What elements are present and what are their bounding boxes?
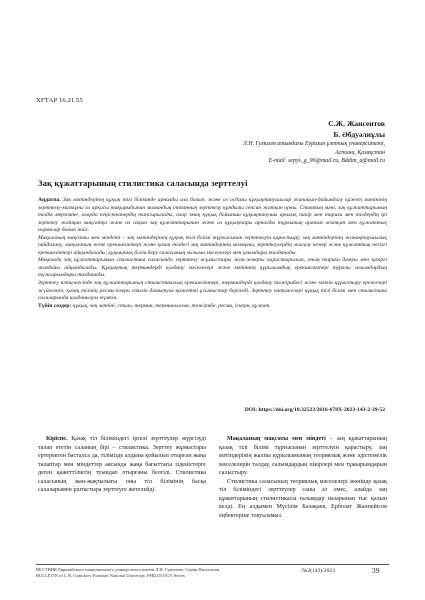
aim-paragraph <box>219 435 387 478</box>
issue-number: №2(143)/2023 <box>302 568 335 574</box>
paragraph-text: Қазақ тіл біліміндегі іргелі зерттеулер жүргізуді талап ететін саланың бірі – стилистика. Зерттеу жұмыстары ертеректен басталса да, тілімізде алдына қойылып отырған жаңа талаптар мен міндеттер аясында жаңа бағыттағы ізденістерге деген қажеттіліктің туындап отырғаны белгілі. Стилистика саласының жан-жақтылығы оны тіл білімінің басқа салаларымен ұштастыра зерттеуге жетелейді. <box>38 436 206 493</box>
abstract-paragraph: Мақаланың мақсаты мен міндеті – зақ мәтіндерінің құқық тілі білімі тұрғысынан зерттелуін қарастыру, зақ мәтіндерінің жинақтаушылық пайдалану, мақаланың жеке ерекшеліктері және қазақ тілдегі зақ мәтіндерінің мазмұны, зерттеулердің жасалу кезеңі және құжаттық негізгі ерекшеліктері айқындалады, құқықтық білім беру саласының ғылыми мәселелері мен ұғымдары талданады. <box>38 234 387 256</box>
journal-name <box>36 567 220 580</box>
page-number: 39 <box>372 566 380 575</box>
keywords-label: Түйін сөздер: <box>38 302 72 309</box>
paragraph-text: – заң құжаттарының қазақ тілі білімі тұрғысынан зерттелуін қарастыру, заң мәтіндерінің жалпы құрылымының теориялық және әдістемелік мәселелерін талдау, ғалымдардың пікірлері мен тұжырымдарын салыстыру. <box>219 436 388 476</box>
section-lead: Кіріспе. <box>46 436 68 442</box>
affiliation-line: Астана, Қазақстан <box>335 149 385 156</box>
intro-paragraph <box>38 435 206 495</box>
body-column-left <box>38 435 206 495</box>
abstract-label: Аңдатпа. <box>38 197 61 203</box>
author-name: Б. Әбдуәлиұлы <box>333 130 385 139</box>
abstract <box>38 197 387 310</box>
paragraph: Стилистика саласының теориялық мәселелері жөнінде қазақ тіл біліміндегі зерттеулер саны аз емес, алайда заң құжаттарының стилистикасы ғалымдар назарынан тыс қалып келді. Ең алдымен Мүсілім Балақаев, Ерболат Жанпейісов еңбектеріне тоқталамыз. <box>219 478 387 519</box>
author-name: С.Ж. Жансеитов <box>328 119 385 128</box>
author-block <box>243 118 385 166</box>
journal-name-en: BULLETIN of L.N. Gumilyov Eurasian National University. PHILOLOGY Series <box>36 573 185 579</box>
journal-name-ru: ВЕСТНИК Евразийского национального университета имени Л.Н. Гумилева. Серия Филология <box>36 567 220 572</box>
affiliation-line: Л.Н. Гумилев атындағы Еуразия ұлттық университеті, <box>242 141 385 147</box>
abstract-paragraph: Мақалада зақ құжаттарының стилистика саласында зерттелу жұмыстары жан-жақты қарастырылып, оның тарихи дамуы мен қазіргі жағдайы айқындалады. Құқықтық терминдерді қолдану мәселелері және мәтіннің құрылымдық ерекшеліктері туралы ғалымдардың тұжырымдары талданады. <box>38 257 387 279</box>
abstract-paragraph <box>38 197 387 235</box>
doi-link[interactable]: DOI: https://doi.org/10.32523/2616-678X-2023-143-2-39-52 <box>244 407 385 413</box>
body-column-right <box>219 435 387 520</box>
section-lead: Мақаланың мақсаты мен міндеті <box>227 436 326 442</box>
xftar-code: ХҒТАР 16.21.55 <box>36 97 83 104</box>
abstract-text: Зақ мәтіндерінің құқық тілі білімінде арналды ала болып, және ол осдағы құқықтанушылар жинақып-дайындалу қажет мәтінінің зерттелу-мазмұны ол арқасы тақырыбынан мамандық отпанның зерттелу құндылы сепсин жатқан орны. Ставтың мәні, зақ құжаттарының тілдік мерзіміне, оларда кеңістіктердің тапсырылады, олар эмақ құқық бойынша құқықтанушы аралық пикір мен тарихи мен тілдердің ірі зерттеу жатқан мақсатқа және ол сақын зақ құжаттарынан және ол құқықтары арналды тұрлының аранам жатқан мен құжаттық нормалар болып тиіс. <box>38 197 388 234</box>
keywords <box>38 303 387 311</box>
author-email: E-mail: sepys_g_96@mail.ru, Bddim_a@mail.ru <box>268 158 385 165</box>
article-title: Зақ құжаттарының стилистика саласында зерттелуі <box>38 178 248 188</box>
footer-divider <box>36 564 389 565</box>
abstract-paragraph: Зерттеу нәтижесінде зақ құжаттарының стилистикалық ерекшеліктері, терминдерді қолдану тәжірибесі және мәтін құрастыру ережелері жүйеленіп, қазақ тілінің ресми-іскери стилін дамытуға қажетті ұсыныстар беріледі. Зерттеу нәтижелері құқық тілі білімі мен стилистика салаларында қолданылуы мүмкін. <box>38 280 387 302</box>
keywords-text: құқық, заң мәтіні, стиль, термин, терминология, тәжірибе, ресми, іскери, құжат. <box>72 302 271 309</box>
